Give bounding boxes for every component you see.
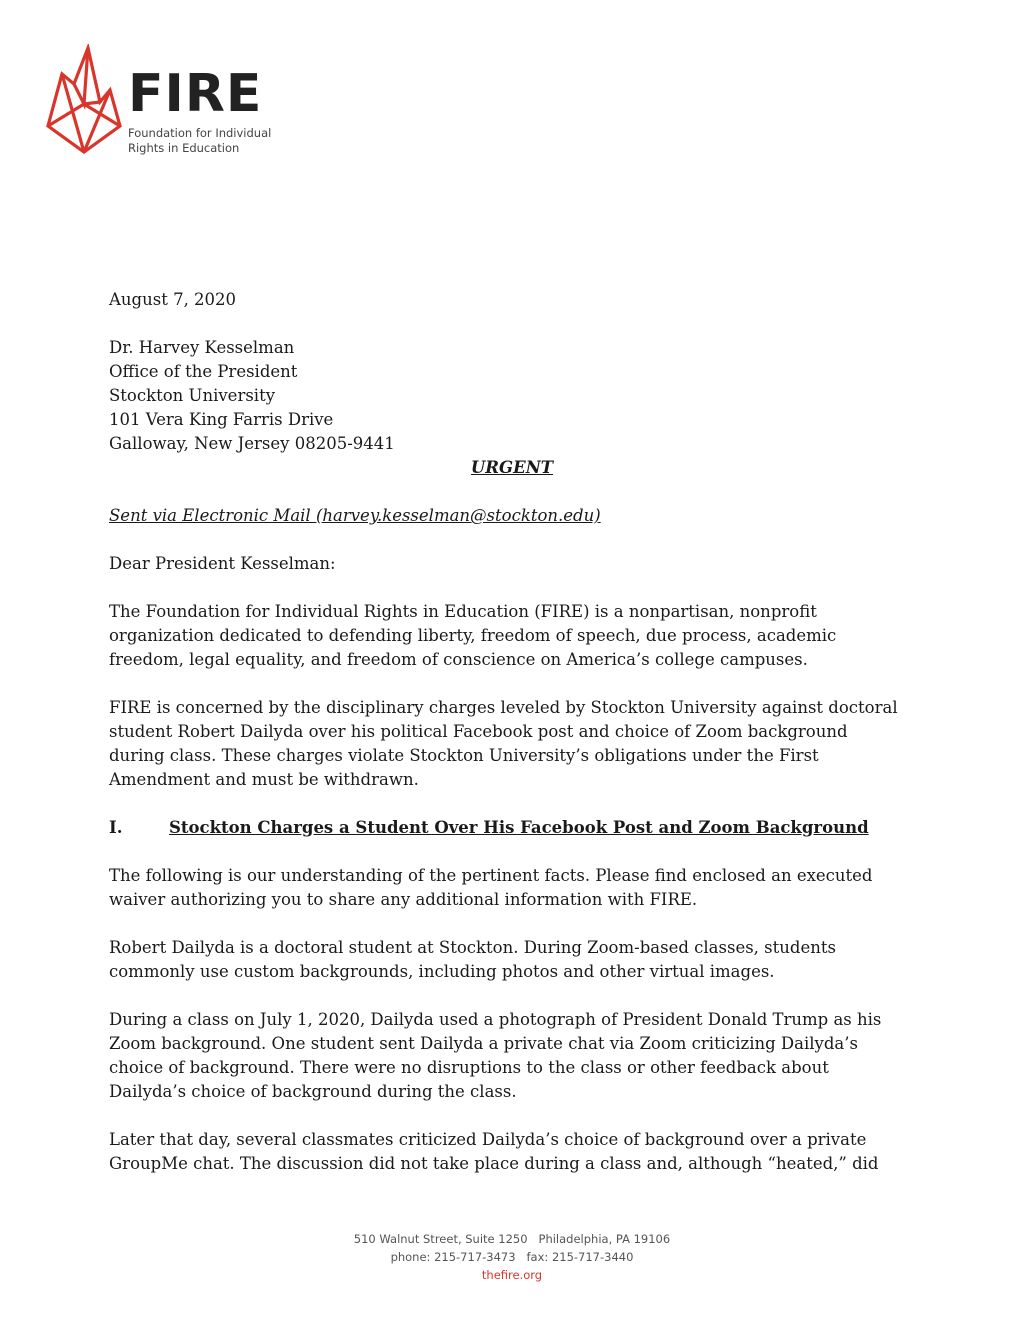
paragraph: Robert Dailyda is a doctoral student at Stockton. During Zoom-based classes, students commonly use custom backgrounds, including photos and other virtual images. [109, 938, 836, 981]
flame-logo-icon [44, 44, 126, 154]
sent-via-line: Sent via Electronic Mail (harvey.kesselman@stockton.edu) [109, 506, 601, 525]
section-number: I. [109, 818, 123, 837]
salutation: Dear President Kesselman: [109, 554, 336, 573]
fire-logo [44, 44, 304, 164]
paragraph: The Foundation for Individual Rights in Education (FIRE) is a nonpartisan, nonprofit organization dedicated to defending liberty, freedom of speech, due process, academic freedom, legal equality, and freedom of conscience on America’s college campuses. [109, 602, 837, 669]
letter-body [109, 288, 919, 1200]
footer-website-link[interactable]: thefire.org [481, 1268, 543, 1282]
letter-date: August 7, 2020 [109, 290, 237, 309]
address-line: 101 Vera King Farris Drive [109, 410, 334, 429]
logo-wordmark: FIRE [128, 64, 263, 124]
logo-subtitle-line: Rights in Education [128, 141, 240, 155]
footer-phone: phone: 215-717-3473 fax: 215-717-3440 [390, 1250, 634, 1264]
footer-address: 510 Walnut Street, Suite 1250 Philadelphia, PA 19106 [353, 1232, 671, 1246]
paragraph: Later that day, several classmates criticized Dailyda’s choice of background over a private GroupMe chat. The discussion did not take place during a class and, although “heated,” did [109, 1130, 879, 1173]
address-line: Dr. Harvey Kesselman [109, 338, 295, 357]
section-title: Stockton Charges a Student Over His Facebook Post and Zoom Background [169, 818, 869, 837]
paragraph: During a class on July 1, 2020, Dailyda used a photograph of President Donald Trump as his Zoom background. One student sent Dailyda a private chat via Zoom criticizing Dailyda’s choice of background. There were no disruptions to the class or other feedback about Dailyda’s choice of background during the class. [109, 1010, 882, 1101]
page-footer [0, 1230, 1024, 1284]
address-line: Office of the President [109, 362, 298, 381]
section-heading [109, 816, 919, 840]
logo-subtitle [128, 126, 328, 156]
urgent-label: URGENT [470, 458, 554, 477]
paragraph: FIRE is concerned by the disciplinary charges leveled by Stockton University against doctoral student Robert Dailyda over his political Facebook post and choice of Zoom background during class. These charges violate Stockton University’s obligations under the First Amendment and must be withdrawn. [109, 698, 898, 789]
address-line: Stockton University [109, 386, 276, 405]
recipient-address [109, 336, 919, 456]
logo-subtitle-line: Foundation for Individual [128, 126, 272, 140]
paragraph: The following is our understanding of the pertinent facts. Please find enclosed an executed waiver authorizing you to share any additional information with FIRE. [109, 866, 873, 909]
address-line: Galloway, New Jersey 08205-9441 [109, 434, 395, 453]
